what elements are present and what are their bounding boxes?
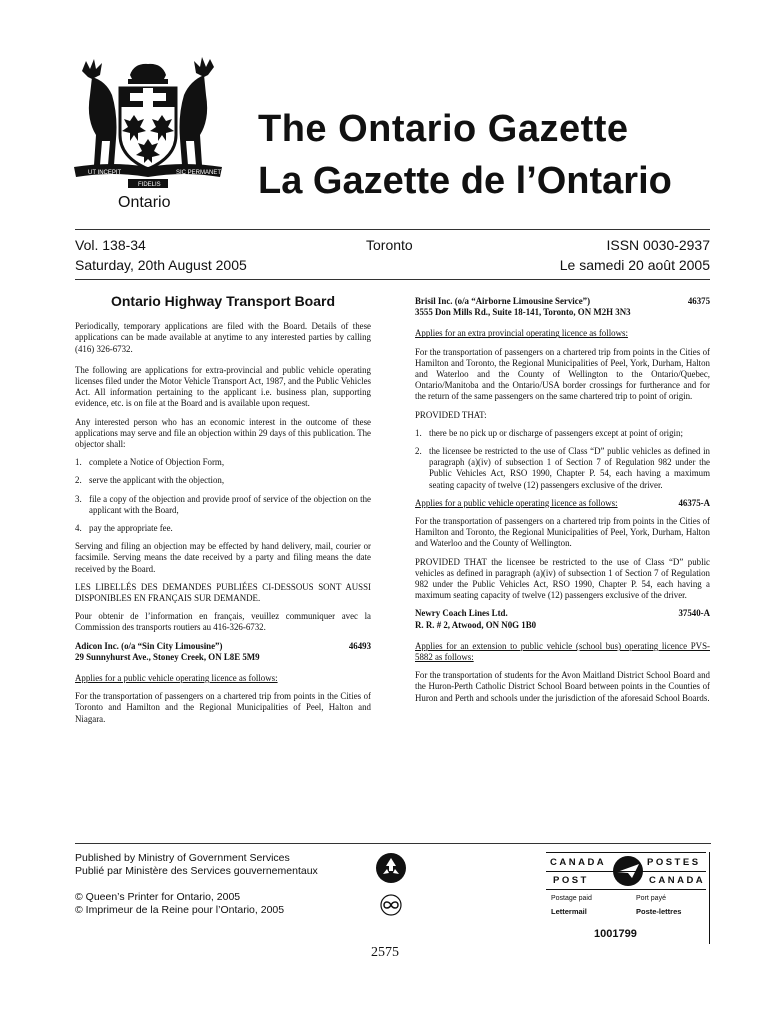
application-text: For the transportation of students for the Avon Maitland District School Board and the Huron-Perth Catholic District School Board between points in the Counties of Huron and Perth and schools under the jurisdiction of the aforesaid School Boards. (415, 670, 710, 703)
postes-label: POSTES (647, 857, 701, 868)
application-text: For the transportation of passengers on a chartered trip from points in the Cities of Toronto and Hamilton and the Regional Municipalities of Peel, Halton and Niagara. (75, 691, 371, 724)
permit-number: 1001799 (594, 928, 637, 940)
provided-that: PROVIDED THAT: (415, 409, 487, 420)
applies-heading: Applies for a public vehicle operating licence as follows: (415, 497, 618, 508)
applicant-header (415, 608, 710, 619)
objection-paragraph: Any interested person who has an economic interest in the outcome of these applications may serve and file an objection within 29 days of this publication. The objector shall: (75, 416, 371, 450)
recycle-icon (375, 852, 407, 889)
gazette-title-en: The Ontario Gazette (258, 108, 629, 150)
list-item: 2. serve the applicant with the objection, (75, 475, 225, 486)
applicant-header (415, 296, 710, 307)
ontario-wordmark: Ontario (118, 194, 171, 211)
page-number: 2575 (371, 945, 399, 960)
footer-divider (75, 843, 711, 844)
copyright-en: © Queen’s Printer for Ontario, 2005 (75, 891, 241, 903)
applicant-address: 3555 Don Mills Rd., Suite 18-141, Toronto, ON M2H 3N3 (415, 307, 631, 318)
post-label: POST (553, 875, 589, 886)
applies-heading-row (415, 498, 710, 509)
copyright-fr: © Imprimeur de la Reine pour l’Ontario, 2005 (75, 904, 285, 916)
publisher-fr: Publié par Ministère des Services gouvernementaux (75, 865, 318, 877)
applies-heading: Applies for an extra provincial operating licence as follows: (415, 328, 628, 339)
french-contact: Pour obtenir de l’information en français, veuillez communiquer avec la Commission des transports routiers au 416-326-6732. (75, 611, 371, 633)
file-number: 37540-A (678, 608, 710, 619)
canada-label: CANADA (550, 857, 607, 868)
date-en: Saturday, 20th August 2005 (75, 257, 247, 273)
serving-paragraph: Serving and filing an objection may be effected by hand delivery, mail, courier or facsimile. Serving means the date received by a party and filing means the date received by the Board. (75, 541, 371, 574)
lettermail: Lettermail (551, 907, 587, 916)
port-paye: Port payé (636, 895, 666, 902)
file-number: 46493 (348, 640, 371, 651)
postage-paid: Postage paid (551, 895, 592, 902)
applicant-header (75, 641, 371, 652)
motto-right: SIC PERMANET (176, 170, 222, 176)
file-number: 46375-A (678, 497, 710, 508)
ontario-coat-of-arms (72, 55, 224, 215)
issn: ISSN 0030-2937 (606, 237, 710, 253)
section-heading: Ontario Highway Transport Board (110, 293, 336, 309)
poste-lettres: Poste-lettres (636, 907, 682, 916)
applicant-name: Adicon Inc. (o/a “Sin City Limousine”) (75, 640, 223, 651)
applicant-address: R. R. # 2, Atwood, ON N0G 1B0 (415, 619, 537, 630)
gazette-title-fr: La Gazette de l’Ontario (258, 160, 672, 202)
applies-heading: Applies for an extension to public vehicle (school bus) operating licence PVS-5882 as follows: (415, 640, 710, 663)
motto-left: UT INCEPIT (88, 170, 122, 176)
canada-label-2: CANADA (649, 875, 706, 886)
file-number: 46375 (687, 296, 710, 306)
provided-that: PROVIDED THAT the licensee be restricted to the use of Class “D” public vehicles as defined in paragraph (a)(iv) of subsection 1 of Section 7 of Regulation 982 under the Public Vehicles Act, RSO 1990, Chapter P. 54, each having a maximum seating capacity of twelve (12) passengers exclusive of the driver. (415, 556, 710, 601)
list-item: 1. complete a Notice of Objection Form, (75, 457, 225, 468)
coat-of-arms-icon (72, 55, 224, 215)
application-text: For the transportation of passengers on a chartered trip from points in the Cities of Hamilton and Toronto, the Regional Municipalities of Peel, York, Durham, Halton and Waterloo and the County of Wellington. (415, 516, 710, 549)
right-column (415, 296, 710, 711)
list-item: 1. there be no pick up or discharge of passengers except at point of origin; (415, 427, 683, 438)
applicant-name: Brisil Inc. (o/a “Airborne Limousine Service”) (415, 296, 591, 306)
header-divider (75, 229, 710, 230)
applicant-address: 29 Sunnyhurst Ave., Stoney Creek, ON L8E 5M9 (75, 651, 260, 662)
french-notice: LES LIBELLÉS DES DEMANDES PUBLIÉES CI-DESSOUS SONT AUSSI DISPONIBLES EN FRANÇAIS SUR DEMANDE. (75, 581, 371, 604)
motto-center: FIDELIS (138, 182, 161, 188)
list-item: 3. file a copy of the objection and provide proof of service of the objection on the applicant with the Board, (75, 493, 371, 515)
canada-post-logo-icon (612, 855, 644, 892)
intro-paragraph: Periodically, temporary applications are filed with the Board. Details of these applications can be made available at anytime to any interested parties by calling (416) 326-6732. (75, 321, 371, 354)
applicant-name: Newry Coach Lines Ltd. (415, 608, 508, 619)
left-column (75, 293, 371, 732)
volume: Vol. 138-34 (75, 237, 146, 253)
list-item: 2. the licensee be restricted to the use of Class “D” public vehicles as defined in paragraph (a)(iv) of subsection 1 of Section 7 of Regulation 982 under the Public Vehicles Act, RSO 1990, Chapter P. 54, each having a maximum seating capacity of twelve (12) passengers exclusive of the driver. (415, 446, 710, 490)
applies-heading: Applies for a public vehicle operating licence as follows: (75, 673, 278, 684)
list-item: 4. pay the appropriate fee. (75, 523, 173, 534)
applications-paragraph: The following are applications for extra-provincial and public vehicle operating licenses filed under the Motor Vehicle Transport Act, 1987, and the Public Vehicles Act. All information pertaining to the applicant i.e. business plan, supporting evidence, etc. is on file at the Board and is available upon request. (75, 364, 371, 409)
application-text: For the transportation of passengers on a chartered trip from points in the Cities of Hamilton and Toronto, the Regional Municipalities of Peel, York, Durham, Halton and Waterloo and the County of Wellington to the Ontario/Quebec, Ontario/Manitoba and the Ontario/USA border crossings for furtherance and for the return of the same passengers on the same chartered trip to point of origin. (415, 346, 710, 402)
date-fr: Le samedi 20 août 2005 (559, 257, 710, 273)
city: Toronto (366, 237, 413, 253)
header-divider-2 (75, 279, 710, 280)
infinity-icon (377, 894, 405, 921)
publisher-en: Published by Ministry of Government Services (75, 852, 290, 864)
